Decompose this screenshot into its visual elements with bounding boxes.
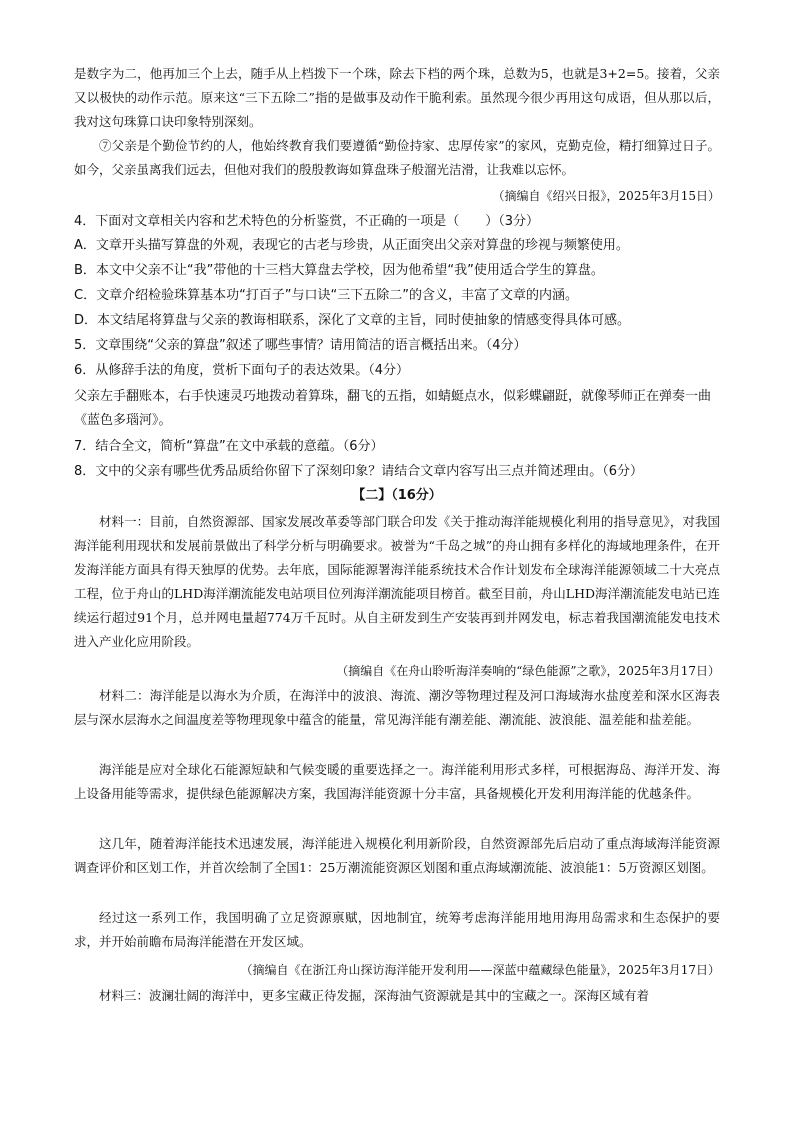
material-2-paragraph-3: 这几年，随着海洋能技术迅速发展，海洋能进入规模化利用新阶段，自然资源部先后启动了重点海域海洋能资源调查评价和区划工作，并首次绘制了全国1：25万潮流能资源区划图和重点海域潮流能、波浪能1：5万资源区划图。 [74, 836, 720, 875]
material-1-source: （摘编自《在舟山聆听海洋奏响的“绿色能源”之歌》，2025年3月17日） [336, 664, 720, 678]
material-2-source: （摘编自《在浙江舟山探访海洋能开发利用——深蓝中蕴藏绿色能量》，2025年3月17日） [240, 963, 720, 977]
article-source: （摘编自《绍兴日报》，2025年3月15日） [492, 189, 720, 203]
article-paragraph-7: ⑦父亲是个勤俭节约的人，他始终教育我们要遵循“勤俭持家、忠厚传家”的家风，克勤克俭，精打细算过日子。如今，父亲虽离我们远去，但他对我们的殷殷教诲如算盘珠子般溜光洁滑，让我难以忘怀。 [74, 138, 720, 177]
question-5: 5．文章围绕“父亲的算盘”叙述了哪些事情？请用简洁的语言概括出来。（4分） [74, 338, 527, 353]
material-2-paragraph-2: 海洋能是应对全球化石能源短缺和气候变暖的重要选择之一。海洋能利用形式多样，可根据海岛、海洋开发、海上设备用能等需求，提供绿色能源解决方案，我国海洋能资源十分丰富，具备规模化开发利用海洋能的优越条件。 [74, 762, 720, 801]
question-6-sentence: 父亲左手翻账本，右手快速灵巧地拨动着算珠，翻飞的五指，如蜻蜓点水，似彩蝶翩跹，就像琴师正在弹奏一曲《蓝色多瑙河》。 [74, 389, 712, 428]
question-4: 4．下面对文章相关内容和艺术特色的分析鉴赏，不正确的一项是（ ）（3分） [74, 214, 540, 229]
material-1: 材料一：目前，自然资源部、国家发展改革委等部门联合印发《关于推动海洋能规模化利用的指导意见》，对我国海洋能利用现状和发展前景做出了科学分析与明确要求。被誉为“千岛之城”的舟山拥有多样化的海域地理条件，在开发海洋能方面具有得天独厚的优势。去年底，国际能源署海洋能系统技术合作计划发布全球海洋能源领域二十大亮点工程，位于舟山的LHD海洋潮流能发电站项目位列海洋潮流能项目榜首。截至目前，舟山LHD海洋潮流能发电站已连续运行超过91个月，总并网电量超774万千瓦时。从自主研发到生产安装再到并网发电，标志着我国潮流能发电技术进入产业化应用阶段。 [74, 514, 720, 649]
question-7: 7．结合全文，简析“算盘”在文中承载的意蕴。（6分） [74, 439, 384, 454]
material-2-paragraph-4: 经过这一系列工作，我国明确了立足资源禀赋，因地制宜，统筹考虑海洋能用地用海用岛需求和生态保护的要求，并开始前瞻布局海洋能潜在开发区域。 [74, 910, 720, 949]
material-2-paragraph-1: 材料二：海洋能是以海水为介质，在海洋中的波浪、海流、潮汐等物理过程及河口海域海水盐度差和深水区海表层与深水层海水之间温度差等物理现象中蕴含的能量，常见海洋能有潮差能、潮流能、波浪能、温差能和盐差能。 [74, 688, 720, 727]
section-2-heading: 【二】（16分） [352, 488, 442, 503]
question-4-option-d: D．本文结尾将算盘与父亲的教诲相联系，深化了文章的主旨，同时使抽象的情感变得具体可感。 [74, 313, 631, 328]
question-4-option-a: A．文章开头描写算盘的外观，表现它的古老与珍贵，从正面突出父亲对算盘的珍视与频繁使用。 [74, 238, 629, 253]
question-4-option-c: C．文章介绍检验珠算基本功“打百子”与口诀“三下五除二”的含义，丰富了文章的内涵。 [74, 288, 579, 303]
question-6: 6．从修辞手法的角度，赏析下面句子的表达效果。（4分） [74, 363, 410, 378]
article-paragraph-end: 是数字为二，他再加三个上去，随手从上档拨下一个珠，除去下档的两个珠，总数为5，也就是3+2=5。接着，父亲又以极快的动作示范。原来这“三下五除二”指的是做事及动作干脆利索。虽然现今很少再用这句成语，但从那以后，我对这句珠算口诀印象特别深刻。 [74, 66, 720, 129]
question-4-option-b: B．本文中父亲不让“我”带他的十三档大算盘去学校，因为他希望“我”使用适合学生的算盘。 [74, 263, 604, 278]
material-3: 材料三：波澜壮阔的海洋中，更多宝藏正待发掘，深海油气资源就是其中的宝藏之一。深海区域有着 [99, 988, 650, 1003]
question-8: 8．文中的父亲有哪些优秀品质给你留下了深刻印象？请结合文章内容写出三点并简述理由。（6分） [74, 464, 644, 479]
